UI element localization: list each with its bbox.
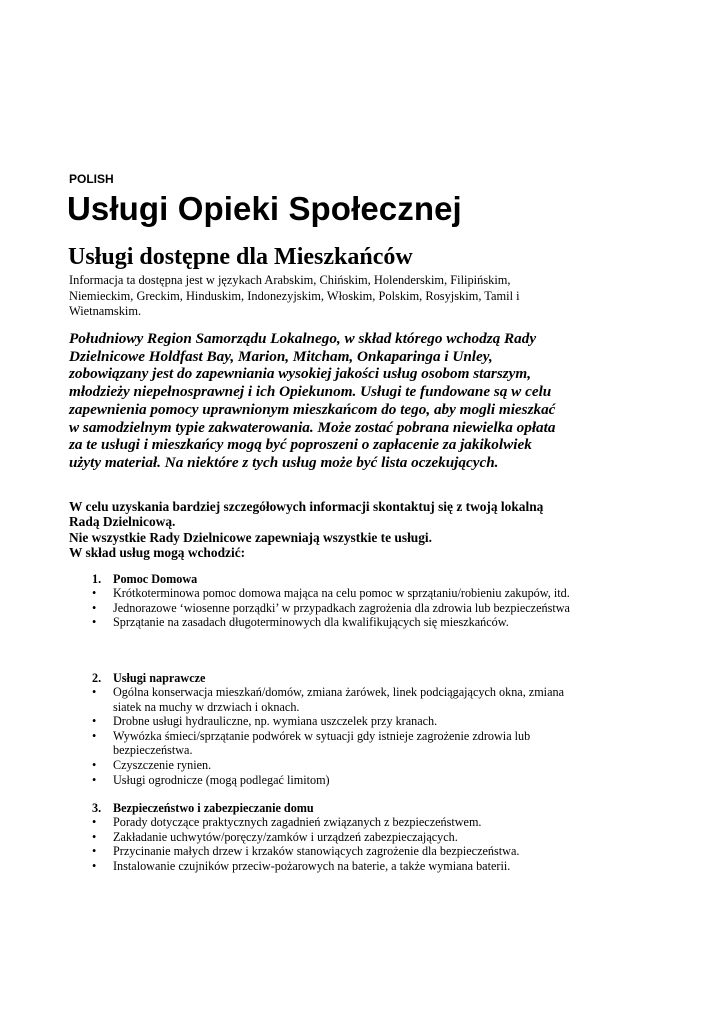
section-heading [92, 671, 572, 685]
list-item: • Zakładanie uchwytów/poręczy/zamków i urządzeń zabezpieczających. [92, 830, 572, 845]
contact-line: W skład usług mogą wchodzić: [69, 545, 246, 561]
list-item: • Drobne usługi hydrauliczne, np. wymiana uszczelek przy kranach. [92, 714, 572, 729]
section-number: 2. [92, 671, 102, 685]
contact-info [69, 499, 569, 561]
bullet-list [92, 586, 572, 630]
page-subtitle: Usługi dostępne dla Mieszkańców [68, 244, 413, 270]
bullet-list [92, 815, 572, 873]
list-item: • Instalowanie czujników przeciw-pożarowych na baterie, a także wymiana baterii. [92, 859, 572, 874]
list-item: • Czyszczenie rynien. [92, 758, 572, 773]
section-title: Bezpieczeństwo i zabezpieczanie domu [113, 801, 314, 815]
language-label: POLISH [69, 172, 114, 186]
contact-line: Nie wszystkie Rady Dzielnicowe zapewniają wszystkie te usługi. [69, 529, 433, 545]
service-section-home-help [92, 572, 572, 630]
list-item: • Wywózka śmieci/sprzątanie podwórek w sytuacji gdy istnieje zagrożenie zdrowia lub bezpieczeństwa. [92, 729, 572, 758]
list-item: • Krótkoterminowa pomoc domowa mająca na celu pomoc w sprzątaniu/robieniu zakupów, itd. [92, 586, 572, 601]
section-number: 3. [92, 801, 102, 815]
section-heading [92, 572, 572, 586]
list-item: • Ogólna konserwacja mieszkań/domów, zmiana żarówek, linek podciągających okna, zmiana siatek na muchy w drzwiach i oknach. [92, 685, 572, 714]
bullet-list [92, 685, 572, 787]
page-title: Usługi Opieki Społecznej [67, 190, 462, 227]
section-title: Usługi naprawcze [113, 671, 206, 685]
service-section-home-safety [92, 801, 572, 873]
section-heading [92, 801, 572, 815]
list-item: • Przycinanie małych drzew i krzaków stanowiących zagrożenie dla bezpieczeństwa. [92, 844, 572, 859]
intro-paragraph: Południowy Region Samorządu Lokalnego, w skład którego wchodzą Rady Dzielnicowe Holdfast Bay, Marion, Mitcham, Onkaparinga i Unley, zobowiązany jest do zapewniania wysokiej jakości usług osobom starszym, młodzieży niepełnosprawnej i ich Opiekunom. Usługi te fundowane są w celu zapewnienia pomocy uprawnionym mieszkańcom do tego, aby mogli mieszkać w samodzielnym typie zakwaterowania. Może zostać pobrana niewielka opłata za te usługi i mieszkańcy mogą być poproszeni o zapłacenie za jakikolwiek użyty materiał. Na niektóre z tych usług może być lista oczekujących. [69, 330, 556, 471]
list-item: • Jednorazowe ‘wiosenne porządki’ w przypadkach zagrożenia dla zdrowia lub bezpieczeństwa [92, 601, 572, 616]
list-item: • Usługi ogrodnicze (mogą podlegać limitom) [92, 773, 572, 788]
list-item: • Sprzątanie na zasadach długoterminowych dla kwalifikujących się mieszkańców. [92, 615, 572, 630]
section-number: 1. [92, 572, 102, 586]
contact-line: W celu uzyskania bardziej szczegółowych informacji skontaktuj się z twoją lokalną Radą Dzielnicową. [69, 499, 544, 530]
service-section-repairs [92, 671, 572, 787]
language-availability-note: Informacja ta dostępna jest w językach Arabskim, Chińskim, Holenderskim, Filipińskim, Niemieckim, Greckim, Hinduskim, Indonezyjskim, Włoskim, Polskim, Rosyjskim, Tamil i Wietnamskim. [69, 273, 520, 318]
list-item: • Porady dotyczące praktycznych zagadnień związanych z bezpieczeństwem. [92, 815, 572, 830]
section-title: Pomoc Domowa [113, 572, 198, 586]
